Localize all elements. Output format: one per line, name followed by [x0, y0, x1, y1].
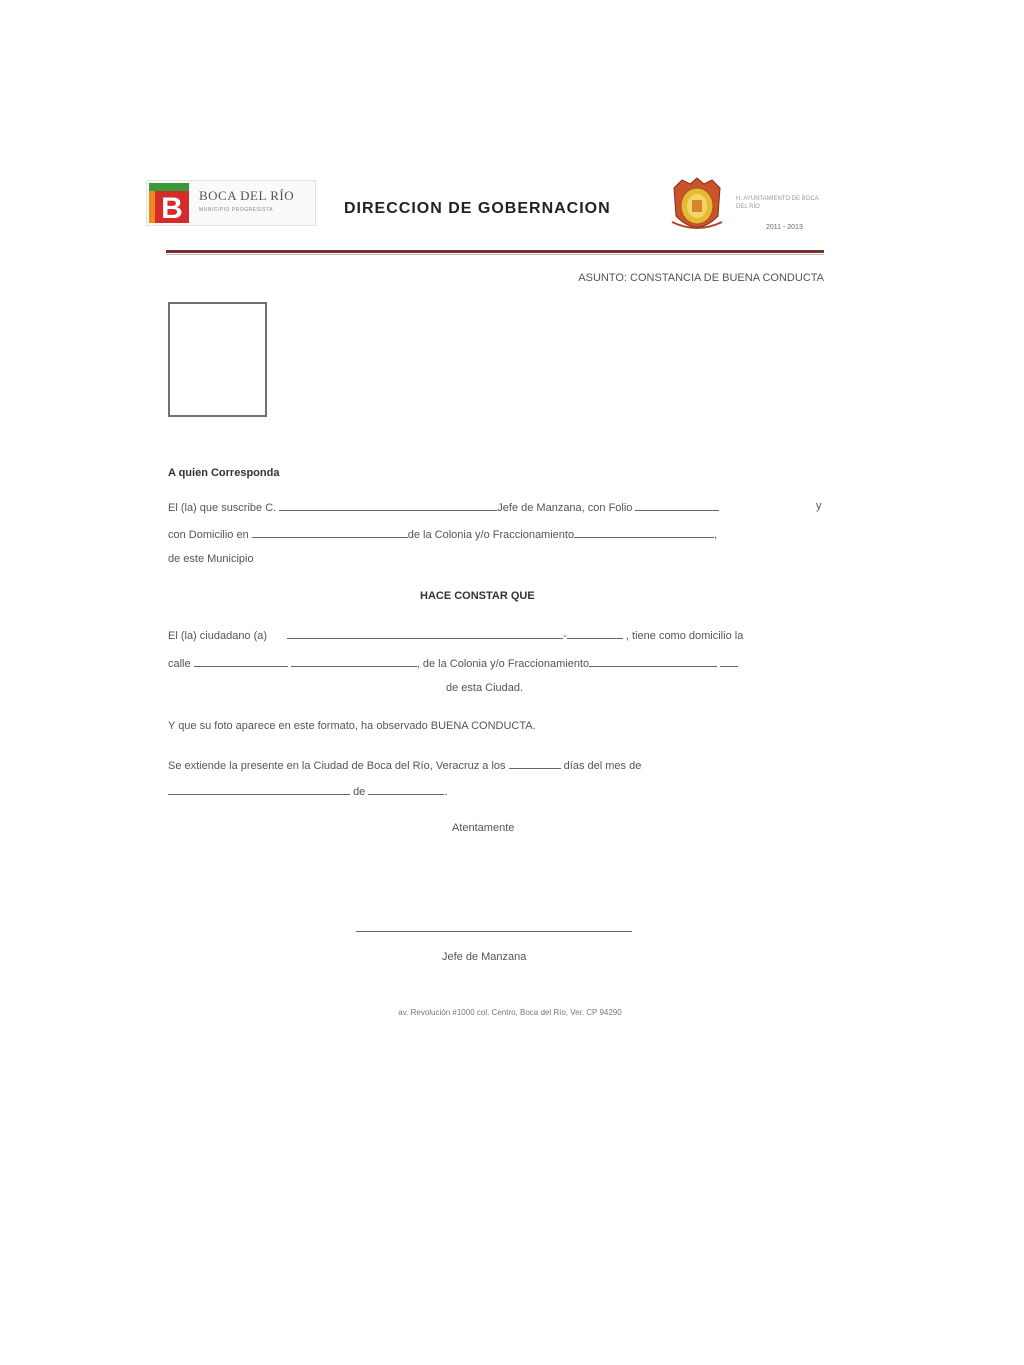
- street-text: calle: [168, 658, 191, 670]
- fraccionamiento-field[interactable]: [574, 527, 714, 538]
- domicile-field[interactable]: [252, 527, 408, 538]
- city-text: de esta Ciudad.: [446, 682, 524, 694]
- issue-line-2: [168, 784, 447, 798]
- boca-del-rio-b-icon: [149, 183, 189, 223]
- certify-heading: HACE CONSTAR QUE: [420, 590, 535, 602]
- issue-text-period: .: [444, 786, 448, 798]
- issue-line-1: [168, 758, 641, 772]
- header-rule: [166, 250, 824, 253]
- administration-period: 2011 - 2013: [766, 224, 803, 231]
- municipality-logo: [146, 180, 316, 226]
- citizen-name-field[interactable]: [287, 628, 563, 639]
- street-field[interactable]: [194, 656, 288, 667]
- header-rule-thin: [166, 254, 824, 255]
- month-field[interactable]: [168, 784, 350, 795]
- intro-text-colonia: de la Colonia y/o Fraccionamiento: [407, 529, 575, 541]
- intro-text-comma: ,: [714, 529, 718, 541]
- subject-line: ASUNTO: CONSTANCIA DE BUENA CONDUCTA: [578, 272, 824, 284]
- logo-title: BOCA DEL RÍO: [199, 188, 295, 203]
- greeting: A quien Corresponda: [168, 467, 280, 479]
- intro-line-1: [168, 500, 719, 514]
- good-conduct-line: Y que su foto aparece en este formato, ha observado BUENA CONDUCTA.: [168, 720, 536, 732]
- folio-field[interactable]: [635, 500, 719, 511]
- ayuntamiento-label: H. AYUNTAMIENTO DE BOCA DEL RÍO: [736, 196, 819, 210]
- logo-subtitle: MUNICIPIO PROGRESISTA: [199, 207, 274, 213]
- intro-line-3: de este Municipio: [168, 553, 254, 565]
- signature-label: Jefe de Manzana: [442, 951, 527, 963]
- issue-text-place: Se extiende la presente en la Ciudad de Boca del Río, Veracruz a los: [168, 760, 506, 772]
- subscriber-name-field[interactable]: [279, 500, 497, 511]
- citizen-text-address: , tiene como domicilio la: [625, 630, 744, 642]
- issue-text-de: de: [353, 786, 366, 798]
- coat-of-arms-seal-icon: [668, 176, 726, 238]
- citizen-fraccionamiento-field[interactable]: [589, 656, 717, 667]
- citizen-extra-blank[interactable]: [720, 656, 738, 667]
- street-number-field[interactable]: [291, 656, 417, 667]
- intro-text-y: y: [816, 500, 822, 512]
- citizen-dash: -: [563, 630, 567, 642]
- intro-line-2: [168, 527, 717, 541]
- day-field[interactable]: [509, 758, 561, 769]
- citizen-extra-field[interactable]: [567, 628, 623, 639]
- citizen-text: El (la) ciudadano (a): [168, 630, 268, 642]
- colonia-text: , de la Colonia y/o Fraccionamiento: [416, 658, 590, 670]
- intro-text-subscriber: El (la) que suscribe C.: [168, 502, 277, 514]
- intro-text-domicile: con Domicilio en: [168, 529, 249, 541]
- citizen-line-2: [168, 656, 738, 670]
- closing: Atentamente: [452, 822, 515, 834]
- issue-text-month: días del mes de: [563, 760, 642, 772]
- citizen-line-1: [168, 628, 743, 642]
- photo-placeholder: [168, 302, 267, 417]
- department-title: DIRECCION DE GOBERNACION: [344, 200, 611, 217]
- year-field[interactable]: [368, 784, 444, 795]
- footer-address: av. Revolución #1000 col. Centro, Boca del Río, Ver. CP 94290: [398, 1008, 622, 1017]
- intro-text-folio: Jefe de Manzana, con Folio: [497, 502, 633, 514]
- svg-text:B: B: [161, 192, 183, 223]
- signature-line[interactable]: [356, 931, 632, 932]
